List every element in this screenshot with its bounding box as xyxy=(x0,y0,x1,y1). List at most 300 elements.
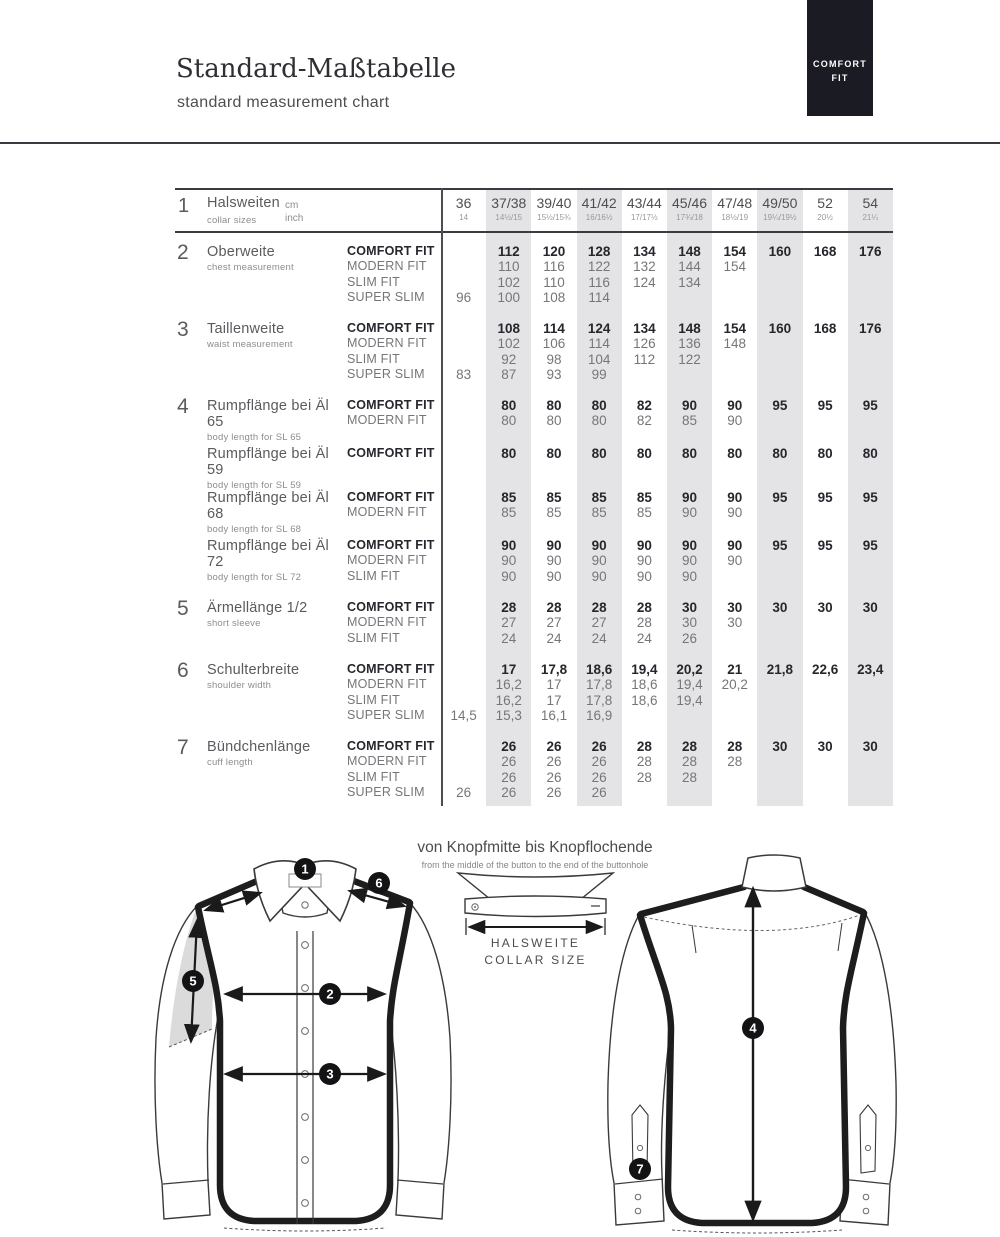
collar-size-cell: 43/44 17/17½ xyxy=(626,195,662,222)
measurement-value: 26 xyxy=(501,784,517,800)
row-label: Bündchenlänge cuff length xyxy=(207,739,311,768)
measurement-value: 90 xyxy=(682,553,698,569)
measurement-value: 85 xyxy=(501,505,517,521)
measurement-value: 26 xyxy=(591,739,607,754)
measurement-value: 122 xyxy=(678,351,701,367)
measurement-group xyxy=(175,446,893,491)
measurement-value: 30 xyxy=(772,739,788,754)
measurement-value: 28 xyxy=(682,769,698,785)
hem-stitch xyxy=(224,1228,386,1231)
measurement-value: 26 xyxy=(501,769,517,785)
measurement-value: 83 xyxy=(456,366,472,382)
measurement-value xyxy=(712,785,757,800)
measurement-value xyxy=(848,770,893,785)
measurement-value xyxy=(712,770,757,785)
measurement-value: 28 xyxy=(727,754,743,770)
hem-stitch-back xyxy=(672,1230,842,1233)
measurement-value: 26 xyxy=(501,739,517,754)
right-shoulder-back xyxy=(804,887,863,912)
measurement-value: 90 xyxy=(501,538,517,553)
measurement-value: 95 xyxy=(817,398,833,413)
measurement-value: 85 xyxy=(501,490,517,505)
measurement-value xyxy=(757,336,802,351)
measurement-value xyxy=(441,538,486,553)
row-label: Ärmellänge 1/2 short sleeve xyxy=(207,600,308,629)
measurement-value xyxy=(848,693,893,708)
measurement-value: 26 xyxy=(546,784,562,800)
row-label: Schulterbreite shoulder width xyxy=(207,662,300,691)
fit-label: SLIM FIT xyxy=(347,568,400,583)
measurement-value: 28 xyxy=(546,600,562,615)
units-label: cm inch xyxy=(285,200,304,224)
measurement-value: 90 xyxy=(727,538,743,553)
measurement-value xyxy=(622,785,667,800)
measurement-value: 90 xyxy=(682,538,698,553)
measurement-value: 17 xyxy=(546,692,562,708)
right-sleeve-placket xyxy=(860,1105,876,1173)
measurement-value: 28 xyxy=(636,754,652,770)
fit-row xyxy=(175,290,893,305)
svg-text:7: 7 xyxy=(636,1161,644,1177)
measurement-value xyxy=(667,785,712,800)
measurement-value xyxy=(441,569,486,584)
measurement-value: 90 xyxy=(546,538,562,553)
measurement-value: 90 xyxy=(591,568,607,584)
measurement-value xyxy=(848,336,893,351)
measurement-value xyxy=(803,677,848,692)
measurement-value xyxy=(441,413,486,428)
measurement-value: 28 xyxy=(501,600,517,615)
measurement-value xyxy=(441,259,486,274)
fit-row xyxy=(175,352,893,367)
body-contour xyxy=(198,903,410,1221)
measurement-table xyxy=(175,188,893,806)
measurement-value xyxy=(757,631,802,646)
measurement-value: 30 xyxy=(682,615,698,631)
fit-label: SUPER SLIM xyxy=(347,289,425,304)
measurement-value: 16,2 xyxy=(495,677,522,693)
collar-size-cell: 52 20½ xyxy=(817,195,833,222)
collar-size-cell: 37/38 14½/15 xyxy=(491,195,527,222)
measurement-value xyxy=(757,290,802,305)
measurement-value: 21 xyxy=(727,662,743,677)
back-shirt-illustration xyxy=(594,853,958,1237)
measurement-value xyxy=(803,631,848,646)
collar-size-cell: 39/40 15½/15¾ xyxy=(536,195,572,222)
measurement-value: 19,4 xyxy=(631,662,658,677)
measurement-value xyxy=(803,413,848,428)
measurement-value: 28 xyxy=(682,739,698,754)
measurement-value xyxy=(712,367,757,382)
measurement-value: 112 xyxy=(633,351,656,367)
collar-note-en: from the middle of the button to the end of the buttonhole xyxy=(421,860,649,870)
measurement-value xyxy=(803,708,848,723)
measurement-value: 112 xyxy=(497,244,520,259)
measurement-value: 28 xyxy=(636,600,652,615)
measurement-value xyxy=(757,754,802,769)
measurement-value: 17,8 xyxy=(540,662,568,677)
measurement-value: 95 xyxy=(862,538,878,553)
fit-label: COMFORT FIT xyxy=(347,446,435,460)
measurement-value xyxy=(803,505,848,520)
fit-row xyxy=(175,693,893,708)
measurement-value: 17,8 xyxy=(586,677,613,693)
measurement-group xyxy=(175,659,893,723)
badge-line2: FIT xyxy=(831,73,849,83)
measurement-value xyxy=(848,290,893,305)
measurement-value xyxy=(441,770,486,785)
measurement-value xyxy=(441,336,486,351)
measurement-value: 114 xyxy=(588,336,610,352)
measurement-value xyxy=(441,754,486,769)
measurement-value: 85 xyxy=(591,490,607,505)
row-label: Rumpflänge bei Äl 68 body length for SL 68 xyxy=(207,490,329,535)
measurement-group xyxy=(175,538,893,584)
marker-waist xyxy=(319,1063,341,1085)
measurement-value xyxy=(712,275,757,290)
measurement-value xyxy=(622,708,667,723)
measurement-value: 154 xyxy=(723,259,746,275)
fit-label: MODERN FIT xyxy=(347,413,427,428)
fit-row xyxy=(175,770,893,785)
row-number: 3 xyxy=(177,318,189,341)
fit-label: SUPER SLIM xyxy=(347,366,425,381)
measurement-value xyxy=(848,413,893,428)
measurement-value: 90 xyxy=(682,505,698,521)
measurement-value: 95 xyxy=(772,398,788,413)
measurement-value: 116 xyxy=(543,259,565,275)
measurement-group xyxy=(175,318,893,382)
measurement-value xyxy=(441,553,486,568)
measurement-value xyxy=(757,693,802,708)
measurement-value xyxy=(803,754,848,769)
fit-label: COMFORT FIT xyxy=(347,398,435,412)
collar-size-cell: 54 21¼ xyxy=(862,195,879,222)
measurement-value xyxy=(441,490,486,505)
measurement-value xyxy=(622,290,667,305)
measurement-value xyxy=(441,505,486,520)
measurement-group xyxy=(175,597,893,646)
collar-button-front xyxy=(302,902,308,908)
measurement-value: 134 xyxy=(678,274,701,290)
measurement-value xyxy=(848,615,893,630)
measurement-value xyxy=(441,600,486,615)
measurement-value xyxy=(803,290,848,305)
fit-row xyxy=(175,785,893,800)
measurement-value: 102 xyxy=(497,336,521,352)
measurement-value xyxy=(757,259,802,274)
badge-line1: COMFORT xyxy=(813,58,867,69)
measurement-value: 16,1 xyxy=(540,707,568,723)
measurement-value xyxy=(848,785,893,800)
measurement-value: 80 xyxy=(862,446,878,461)
measurement-value: 124 xyxy=(633,274,656,290)
measurement-value: 18,6 xyxy=(631,692,658,708)
measurement-value xyxy=(757,505,802,520)
measurement-value xyxy=(803,275,848,290)
measurement-value: 90 xyxy=(727,413,743,429)
measurement-value xyxy=(803,785,848,800)
measurement-value: 154 xyxy=(723,321,746,336)
measurement-value: 30 xyxy=(817,600,833,615)
measurement-value: 80 xyxy=(501,413,517,429)
measurement-value: 80 xyxy=(546,446,562,461)
measurement-value: 95 xyxy=(772,538,788,553)
measurement-value: 126 xyxy=(633,336,656,352)
measurement-value: 90 xyxy=(591,538,607,553)
svg-text:3: 3 xyxy=(326,1066,334,1082)
measurement-value xyxy=(441,677,486,692)
measurement-value: 26 xyxy=(591,769,607,785)
fit-label: COMFORT FIT xyxy=(347,739,435,753)
measurement-value: 154 xyxy=(723,244,746,259)
measurement-value: 28 xyxy=(591,600,607,615)
measurement-value: 93 xyxy=(546,366,562,382)
measurement-value: 148 xyxy=(678,321,701,336)
measurement-value: 95 xyxy=(862,398,878,413)
measurement-value xyxy=(441,662,486,677)
svg-text:4: 4 xyxy=(749,1020,757,1036)
measurement-value xyxy=(848,631,893,646)
marker-chest xyxy=(319,983,341,1005)
back-collar xyxy=(742,855,806,891)
measurement-value xyxy=(803,615,848,630)
svg-text:5: 5 xyxy=(189,973,197,989)
measurement-value: 102 xyxy=(497,274,521,290)
measurement-value xyxy=(441,631,486,646)
row-number: 2 xyxy=(177,241,189,264)
row-number: 1 xyxy=(178,195,190,217)
measurement-value xyxy=(848,754,893,769)
measurement-group xyxy=(175,241,893,305)
measurement-value: 26 xyxy=(546,754,562,770)
fit-row xyxy=(175,631,893,646)
measurement-value: 15,3 xyxy=(495,707,522,723)
fit-label: SLIM FIT xyxy=(347,769,400,784)
row-label: Halsweiten collar sizes xyxy=(207,195,280,226)
page-title: Standard-Maßtabelle xyxy=(176,54,456,84)
measurement-value: 28 xyxy=(636,739,652,754)
measurement-value: 24 xyxy=(591,630,607,646)
measurement-value xyxy=(667,290,712,305)
measurement-value xyxy=(757,275,802,290)
measurement-value: 21,8 xyxy=(766,662,794,677)
row-label: Rumpflänge bei Äl 65 body length for SL 65 xyxy=(207,398,329,443)
measurement-value xyxy=(848,677,893,692)
measurement-group xyxy=(175,395,893,443)
measurement-value: 85 xyxy=(591,505,607,521)
measurement-value: 26 xyxy=(591,784,607,800)
measurement-value xyxy=(757,785,802,800)
measurement-value: 85 xyxy=(636,490,652,505)
measurement-value xyxy=(441,275,486,290)
measurement-value xyxy=(848,367,893,382)
measurement-value: 124 xyxy=(587,321,611,336)
fit-label: SLIM FIT xyxy=(347,692,400,707)
fit-row xyxy=(175,708,893,723)
marker-sleeve xyxy=(182,970,204,992)
measurement-value: 85 xyxy=(682,413,698,429)
measurement-value: 90 xyxy=(591,553,607,569)
measurement-value xyxy=(803,693,848,708)
measurement-value: 80 xyxy=(546,398,562,413)
measurement-value: 30 xyxy=(682,600,698,615)
measurement-value xyxy=(803,336,848,351)
measurement-value xyxy=(757,677,802,692)
measurement-value: 98 xyxy=(546,351,562,367)
measurement-value: 19,4 xyxy=(676,692,703,708)
fit-label: COMFORT FIT xyxy=(347,244,435,258)
measurement-value: 80 xyxy=(591,413,607,429)
measurement-value xyxy=(848,569,893,584)
measurement-value xyxy=(441,693,486,708)
measurement-value xyxy=(667,708,712,723)
measurement-value: 106 xyxy=(542,336,566,352)
measurement-value: 148 xyxy=(723,336,746,352)
measurement-value xyxy=(848,708,893,723)
measurement-value: 28 xyxy=(636,615,652,631)
measurement-value: 80 xyxy=(501,446,517,461)
measurement-value: 28 xyxy=(727,739,743,754)
measurement-value: 16,2 xyxy=(495,692,522,708)
fit-row xyxy=(175,275,893,290)
measurement-value: 110 xyxy=(543,274,565,290)
measurement-value xyxy=(712,693,757,708)
fit-label: SLIM FIT xyxy=(347,630,400,645)
measurement-value: 132 xyxy=(633,259,656,275)
measurement-value: 85 xyxy=(546,505,562,521)
measurement-value: 27 xyxy=(591,615,607,631)
measurement-value: 90 xyxy=(682,490,698,505)
measurement-value: 144 xyxy=(678,259,701,275)
measurement-value xyxy=(712,352,757,367)
measurement-value: 90 xyxy=(682,398,698,413)
measurement-value: 114 xyxy=(588,289,610,305)
header-divider xyxy=(0,142,1000,144)
fit-label: MODERN FIT xyxy=(347,553,427,568)
collar-size-cell: 36 14 xyxy=(455,195,472,222)
measurement-value xyxy=(712,569,757,584)
measurement-value: 87 xyxy=(501,366,517,382)
collar-size-cell: 41/42 16/16½ xyxy=(581,195,617,222)
fit-label: SLIM FIT xyxy=(347,274,400,289)
measurement-value: 128 xyxy=(587,244,611,259)
row-number: 5 xyxy=(177,597,189,620)
marker-cuff xyxy=(629,1158,651,1180)
measurement-value xyxy=(848,352,893,367)
measurement-value xyxy=(622,367,667,382)
fit-label: SLIM FIT xyxy=(347,351,400,366)
measurement-value: 90 xyxy=(636,568,652,584)
row-label: Oberweite chest measurement xyxy=(207,244,294,273)
fit-label: SUPER SLIM xyxy=(347,707,425,722)
measurement-value: 160 xyxy=(768,244,792,259)
measurement-value: 22,6 xyxy=(811,662,839,677)
measurement-value: 80 xyxy=(501,398,517,413)
measurement-value xyxy=(757,708,802,723)
measurement-value: 85 xyxy=(636,505,652,521)
measurement-value xyxy=(441,615,486,630)
table-vertical-divider xyxy=(441,188,443,806)
measurement-value: 108 xyxy=(497,321,521,336)
measurement-value: 99 xyxy=(591,366,607,382)
measurement-value: 28 xyxy=(636,769,652,785)
measurement-value: 24 xyxy=(636,630,652,646)
measurement-value xyxy=(441,446,486,461)
measurement-group xyxy=(175,736,893,800)
measurement-value xyxy=(441,244,486,259)
measurement-value: 120 xyxy=(542,244,566,259)
measurement-value: 122 xyxy=(587,259,611,275)
measurement-value: 23,4 xyxy=(857,662,884,677)
measurement-value: 80 xyxy=(591,446,607,461)
row-label: Rumpflänge bei Äl 72 body length for SL 72 xyxy=(207,538,329,583)
measurement-value: 82 xyxy=(636,413,652,429)
marker-shoulder xyxy=(368,872,390,894)
svg-text:6: 6 xyxy=(375,875,383,891)
measurement-value: 90 xyxy=(546,553,562,569)
measurement-value: 110 xyxy=(498,259,520,275)
fit-label: MODERN FIT xyxy=(347,615,427,630)
measurement-value: 30 xyxy=(727,600,743,615)
measurement-value: 95 xyxy=(772,490,788,505)
measurement-value: 134 xyxy=(633,244,656,259)
measurement-value: 80 xyxy=(772,446,788,461)
measurement-value: 24 xyxy=(501,630,517,646)
measurement-value xyxy=(441,398,486,413)
measurement-value xyxy=(757,569,802,584)
measurement-group xyxy=(175,490,893,535)
measurement-value xyxy=(712,631,757,646)
measurement-value: 168 xyxy=(813,244,837,259)
row-label: Taillenweite waist measurement xyxy=(207,321,293,350)
measurement-value: 90 xyxy=(501,568,517,584)
measurement-value: 90 xyxy=(546,568,562,584)
measurement-value: 30 xyxy=(727,615,743,631)
measurement-value xyxy=(803,259,848,274)
measurement-value: 160 xyxy=(768,321,792,336)
svg-text:2: 2 xyxy=(326,986,334,1002)
measurement-value: 24 xyxy=(546,630,562,646)
measurement-value xyxy=(757,553,802,568)
measurement-value: 17,8 xyxy=(586,692,613,708)
measurement-value: 26 xyxy=(682,630,698,646)
fit-label: SUPER SLIM xyxy=(347,784,425,799)
measurement-value: 176 xyxy=(859,321,882,336)
measurement-value: 96 xyxy=(456,289,472,305)
measurement-value: 80 xyxy=(636,446,652,461)
measurement-value: 30 xyxy=(772,600,788,615)
page-subtitle: standard measurement chart xyxy=(177,94,390,111)
measurement-value xyxy=(803,367,848,382)
collar-size-cell: 45/46 17¾/18 xyxy=(672,195,708,222)
measurement-value xyxy=(667,367,712,382)
measurement-value: 90 xyxy=(727,553,743,569)
measurement-value xyxy=(848,259,893,274)
fit-label: MODERN FIT xyxy=(347,754,427,769)
measurement-value: 17 xyxy=(501,662,517,677)
measurement-value: 14,5 xyxy=(450,707,477,723)
measurement-value xyxy=(757,770,802,785)
collar-size-cell: 49/50 19¼/19½ xyxy=(762,195,798,222)
measurement-value: 17 xyxy=(546,677,562,693)
measurement-value: 85 xyxy=(546,490,562,505)
measurement-value: 95 xyxy=(817,538,833,553)
measurement-value: 20,2 xyxy=(721,677,748,693)
measurement-value: 176 xyxy=(859,244,882,259)
measurement-value: 26 xyxy=(501,754,517,770)
collar-size-row xyxy=(175,188,893,233)
